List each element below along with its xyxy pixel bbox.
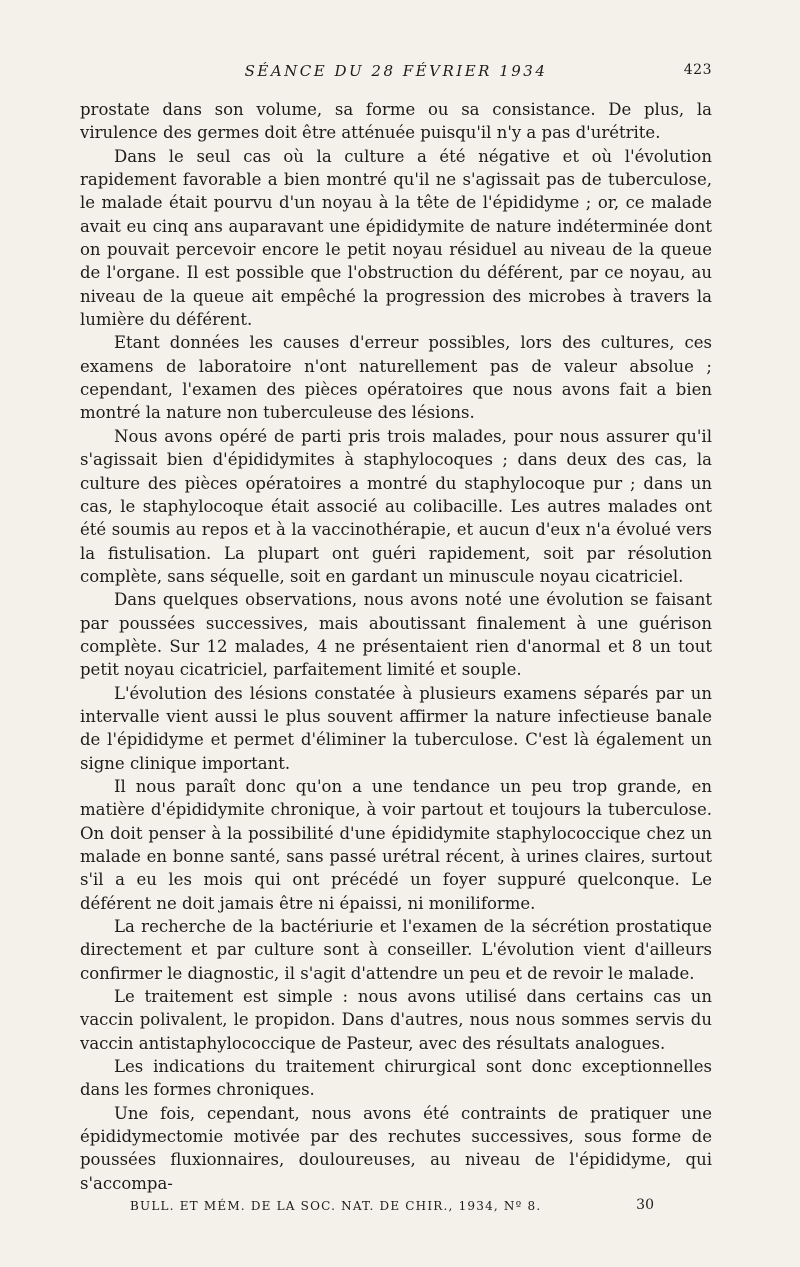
signature-mark: 30 xyxy=(636,1197,654,1213)
paragraph: prostate dans son volume, sa forme ou sa consistance. De plus, la virulence des germes doit être atténuée puisqu'il n'y a pas d'urétrite. xyxy=(80,100,712,143)
paragraph: L'évolution des lésions constatée à plusieurs examens séparés par un intervalle vient aussi le plus souvent affirmer la nature infectieuse banale de l'épididyme et permet d'éliminer la tuberculose. C'est là également un signe clinique important. xyxy=(80,683,712,773)
paragraph: Etant données les causes d'erreur possibles, lors des cultures, ces examens de laboratoire n'ont naturellement pas de valeur absolue ; cependant, l'examen des pièces opératoires que nous avons fait a bien montré la nature non tuberculeuse des lésions. xyxy=(80,333,712,423)
paragraph: Les indications du traitement chirurgical sont donc exceptionnelles dans les formes chroniques. xyxy=(80,1057,712,1100)
paragraph: Dans quelques observations, nous avons noté une évolution se faisant par poussées successives, mais aboutissant finalement à une guérison complète. Sur 12 malades, 4 ne présentaient rien d'anormal et 8 un tout petit noyau cicatriciel, parfaitement limité et souple. xyxy=(80,590,712,680)
paragraph: Dans le seul cas où la culture a été négative et où l'évolution rapidement favorable a bien montré qu'il ne s'agissait pas de tuberculose, le malade était pourvu d'un noyau à la tête de l'épididyme ; or, ce malade avait eu cinq ans auparavant une épididymite de nature indéterminée dont on pouvait percevoir encore le petit noyau résiduel au niveau de la queue de l'organe. Il est possible que l'obstruction du déférent, par ce noyau, au niveau de la queue ait empêché la progression des microbes à travers la lumière du déférent. xyxy=(80,146,712,330)
paragraph: Il nous paraît donc qu'on a une tendance un peu trop grande, en matière d'épididymite chronique, à voir partout et toujours la tuberculose. On doit penser à la possibilité d'une épididymite staphylococcique chez un malade en bonne santé, sans passé urétral récent, à urines claires, surtout s'il a eu les mois qui ont précédé un foyer suppuré quelconque. Le déférent ne doit jamais être ni épaissi, ni moniliforme. xyxy=(80,776,712,913)
page-footer xyxy=(80,1197,712,1221)
paragraph: Nous avons opéré de parti pris trois malades, pour nous assurer qu'il s'agissait bien d'épididymites à staphylocoques ; dans deux des cas, la culture des pièces opératoires a montré du staphylocoque pur ; dans un cas, le staphylocoque était associé au colibacille. Les autres malades ont été soumis au repos et à la vaccinothérapie, et aucun d'eux n'a évolué vers la fistulisation. La plupart ont guéri rapidement, soit par résolution complète, sans séquelle, soit en gardant un minuscule noyau cicatriciel. xyxy=(80,426,712,586)
paragraph: Une fois, cependant, nous avons été contraints de pratiquer une épididymectomie motivée par des rechutes successives, sous forme de poussées fluxionnaires, douloureuses, au niveau de l'épididyme, qui s'accompa- xyxy=(80,1103,712,1193)
body-text xyxy=(80,98,712,1195)
running-title: SÉANCE DU 28 FÉVRIER 1934 xyxy=(244,62,548,80)
journal-reference: BULL. ET MÉM. DE LA SOC. NAT. DE CHIR., 1934, Nº 8. xyxy=(130,1199,542,1213)
paragraph: Le traitement est simple : nous avons utilisé dans certains cas un vaccin polivalent, le propidon. Dans d'autres, nous nous sommes servis du vaccin antistaphylococcique de Pasteur, avec des résultats analogues. xyxy=(80,987,712,1053)
page-header xyxy=(80,60,712,84)
page-number: 423 xyxy=(683,62,712,78)
paragraph: La recherche de la bactériurie et l'examen de la sécrétion prostatique directement et par culture sont à conseiller. L'évolution vient d'ailleurs confirmer le diagnostic, il s'agit d'attendre un peu et de revoir le malade. xyxy=(80,917,712,983)
